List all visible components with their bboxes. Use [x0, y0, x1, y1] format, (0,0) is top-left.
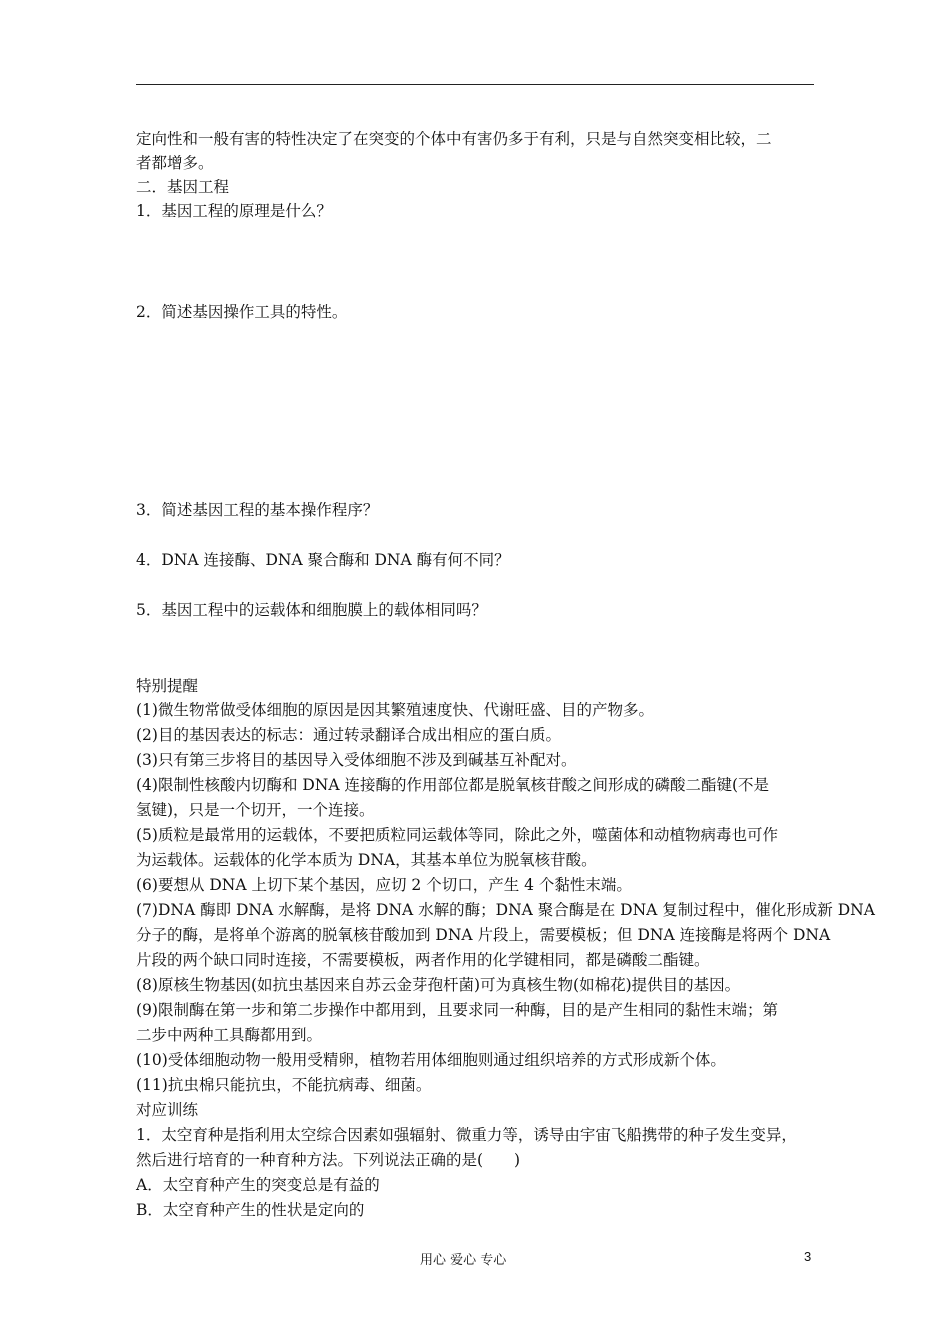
tip-line: (4)限制性核酸内切酶和 DNA 连接酶的作用部位都是脱氧核苷酸之间形成的磷酸二酯键(不是: [136, 776, 770, 794]
training-line: 1．太空育种是指利用太空综合因素如强辐射、微重力等，诱导由宇宙飞船携带的种子发生变异，: [136, 1126, 797, 1144]
tip-line: (5)质粒是最常用的运载体，不要把质粒同运载体等同，除此之外，噬菌体和动植物病毒也可作: [136, 826, 778, 844]
tip-line: (2)目的基因表达的标志：通过转录翻译合成出相应的蛋白质。: [136, 726, 561, 744]
training-line: B．太空育种产生的性状是定向的: [136, 1201, 365, 1219]
tip-line: 分子的酶，是将单个游离的脱氧核苷酸加到 DNA 片段上，需要模板；但 DNA 连接酶是将两个 DNA: [136, 926, 831, 944]
footer-text: 用心 爱心 专心: [420, 1253, 507, 1268]
section-title: 二．基因工程: [136, 178, 230, 196]
tip-line: (1)微生物常做受体细胞的原因是因其繁殖速度快、代谢旺盛、目的产物多。: [136, 701, 654, 719]
header-rule: [136, 84, 814, 85]
tip-line: (7)DNA 酶即 DNA 水解酶，是将 DNA 水解的酶；DNA 聚合酶是在 DNA 复制过程中，催化形成新 DNA: [136, 901, 875, 919]
page-number: 3: [804, 1249, 812, 1264]
tip-line: (10)受体细胞动物一般用受精卵，植物若用体细胞则通过组织培养的方式形成新个体。: [136, 1051, 726, 1069]
tip-line: 氢键)，只是一个切开，一个连接。: [136, 801, 375, 819]
intro-line-1: 定向性和一般有害的特性决定了在突变的个体中有害仍多于有利，只是与自然突变相比较，二: [136, 130, 772, 148]
tips-title: 特别提醒: [136, 677, 199, 695]
question-4: 4．DNA 连接酶、DNA 聚合酶和 DNA 酶有何不同？: [136, 551, 510, 569]
tip-line: (8)原核生物基因(如抗虫基因来自苏云金芽孢杆菌)可为真核生物(如棉花)提供目的基因。: [136, 976, 741, 994]
question-5: 5．基因工程中的运载体和细胞膜上的载体相同吗？: [136, 601, 487, 619]
tip-line: (3)只有第三步将目的基因导入受体细胞不涉及到碱基互补配对。: [136, 751, 577, 769]
training-title: 对应训练: [136, 1101, 199, 1119]
question-1: 1．基因工程的原理是什么？: [136, 202, 332, 220]
training-line: 然后进行培育的一种育种方法。下列说法正确的是( ): [136, 1151, 521, 1169]
tip-line: (6)要想从 DNA 上切下某个基因，应切 2 个切口，产生 4 个黏性末端。: [136, 876, 632, 894]
tip-line: 片段的两个缺口同时连接，不需要模板，两者作用的化学键相同，都是磷酸二酯键。: [136, 951, 710, 969]
tip-line: (9)限制酶在第一步和第二步操作中都用到，且要求同一种酶，目的是产生相同的黏性末端；第: [136, 1001, 778, 1019]
tip-line: 为运载体。运载体的化学本质为 DNA，其基本单位为脱氧核苷酸。: [136, 851, 597, 869]
tip-line: 二步中两种工具酶都用到。: [136, 1026, 323, 1044]
question-3: 3．简述基因工程的基本操作程序？: [136, 501, 379, 519]
intro-line-2: 者都增多。: [136, 154, 214, 172]
training-line: A．太空育种产生的突变总是有益的: [136, 1176, 380, 1194]
question-2: 2．简述基因操作工具的特性。: [136, 303, 348, 321]
tip-line: (11)抗虫棉只能抗虫，不能抗病毒、细菌。: [136, 1076, 432, 1094]
